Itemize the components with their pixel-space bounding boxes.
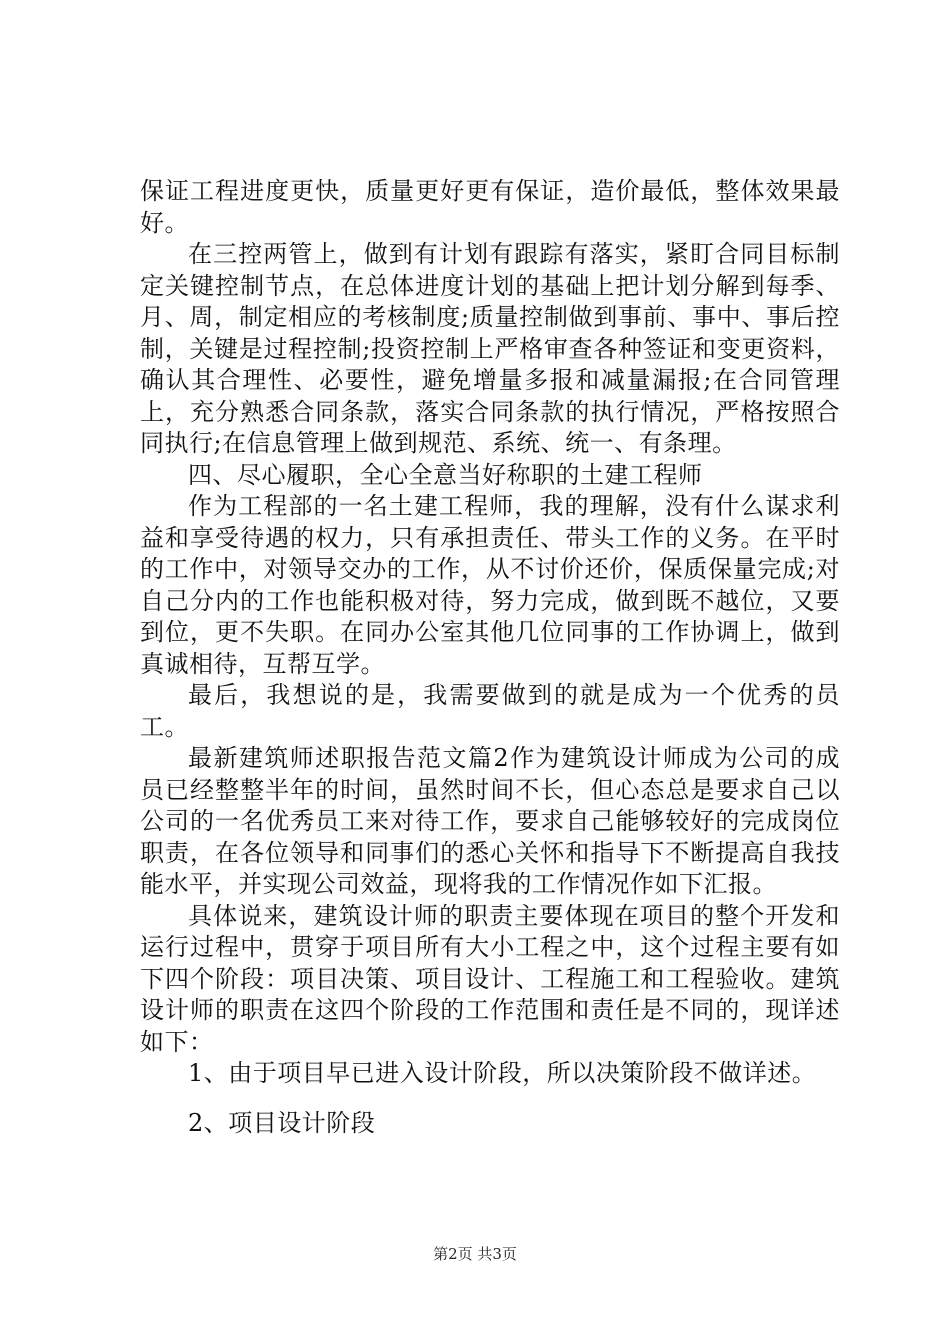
- paragraph-three-controls: 在三控两管上，做到有计划有跟踪有落实，紧盯合同目标制定关键控制节点，在总体进度计划的基础上把计划分解到每季、月、周，制定相应的考核制度;质量控制做到事前、事中、事后控制，关键是过程控制;投资控制上严格审查各种签证和变更资料，确认其合理性、必要性，避免增量多报和减量漏报;在合同管理上，充分熟悉合同条款，落实合同条款的执行情况，严格按照合同执行;在信息管理上做到规范、系统、统一、有条理。: [140, 240, 840, 457]
- list-item-stage-two: 2、项目设计阶段: [188, 1108, 376, 1137]
- section-heading-four: 四、尽心履职，全心全意当好称职的土建工程师: [188, 460, 703, 489]
- list-item-stage-one: 1、由于项目早已进入设计阶段，所以决策阶段不做详述。: [188, 1059, 817, 1087]
- paragraph-report-two-intro: 最新建筑师述职报告范文篇2作为建筑设计师成为公司的成员已经整整半年的时间，虽然时间不长，但心态总是要求自己以公司的一名优秀员工来对待工作，要求自己能够较好的完成岗位职责，在各位领导和同事们的悉心关怀和指导下不断提高自我技能水平，并实现公司效益，现将我的工作情况作如下汇报。: [140, 744, 840, 898]
- paragraph-continuation: 保证工程进度更快，质量更好更有保证，造价最低，整体效果最好。: [140, 177, 840, 237]
- document-body: [140, 176, 840, 1139]
- page-footer: 第2页 共3页: [433, 1245, 517, 1263]
- paragraph-civil-engineer: 作为工程部的一名土建工程师，我的理解，没有什么谋求利益和享受待遇的权力，只有承担责任、带头工作的义务。在平时的工作中，对领导交办的工作，从不讨价还价，保质保量完成;对自己分内的工作也能积极对待，努力完成，做到既不越位，又要到位，更不失职。在同办公室其他几位同事的工作协调上，做到真诚相待，互帮互学。: [140, 492, 840, 678]
- paragraph-closing: 最后，我想说的是，我需要做到的就是成为一个优秀的员工。: [140, 681, 840, 741]
- paragraph-four-stages: 具体说来，建筑设计师的职责主要体现在项目的整个开发和运行过程中，贯穿于项目所有大小工程之中，这个过程主要有如下四个阶段：项目决策、项目设计、工程施工和工程验收。建筑设计师的职责在这四个阶段的工作范围和责任是不同的，现详述如下：: [140, 901, 840, 1056]
